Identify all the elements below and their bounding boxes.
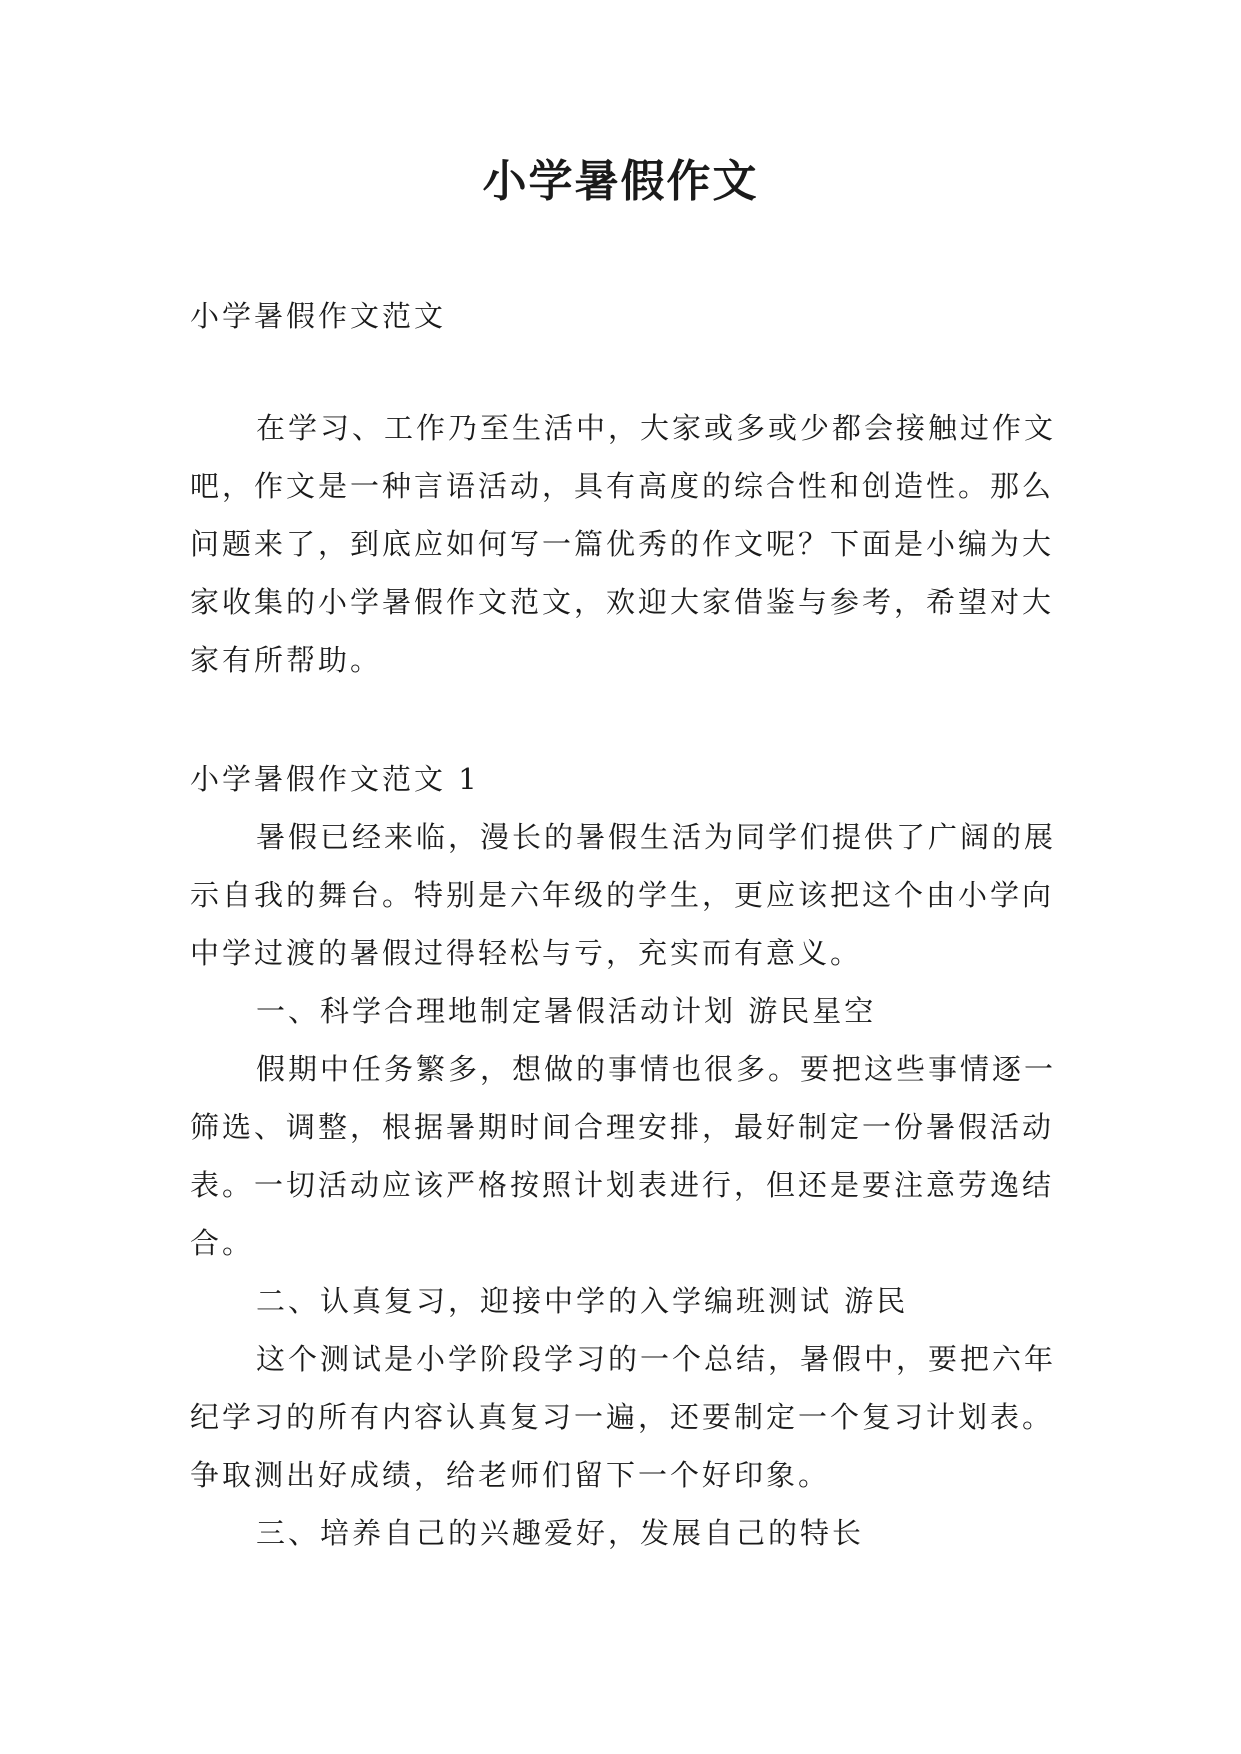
document-title: 小学暑假作文 — [482, 156, 759, 207]
section-subheading: 一、科学合理地制定暑假活动计划 游民星空 — [256, 994, 877, 1028]
section-paragraph: 暑假已经来临，漫长的暑假生活为同学们提供了广阔的展示自我的舞台。特别是六年级的学生，更应该把这个由小学向中学过渡的暑假过得轻松与亏，充实而有意义。 — [190, 820, 1057, 970]
section-paragraph: 这个测试是小学阶段学习的一个总结，暑假中，要把六年纪学习的所有内容认真复习一遍，还要制定一个复习计划表。争取测出好成绩，给老师们留下一个好印象。 — [190, 1342, 1057, 1492]
section-subheading: 三、培养自己的兴趣爱好，发展自己的特长 — [256, 1516, 865, 1550]
section-subheading: 二、认真复习，迎接中学的入学编班测试 游民 — [256, 1284, 909, 1318]
section-heading: 小学暑假作文范文 1 — [190, 762, 480, 796]
intro-paragraph: 在学习、工作乃至生活中，大家或多或少都会接触过作文吧，作文是一种言语活动，具有高度的综合性和创造性。那么问题来了，到底应如何写一篇优秀的作文呢？下面是小编为大家收集的小学暑假作文范文，欢迎大家借鉴与参考，希望对大家有所帮助。 — [190, 411, 1057, 677]
document-subtitle: 小学暑假作文范文 — [190, 299, 447, 333]
section-paragraph: 假期中任务繁多，想做的事情也很多。要把这些事情逐一筛选、调整，根据暑期时间合理安排，最好制定一份暑假活动表。一切活动应该严格按照计划表进行，但还是要注意劳逸结合。 — [190, 1052, 1057, 1260]
section-1 — [190, 750, 1060, 1562]
